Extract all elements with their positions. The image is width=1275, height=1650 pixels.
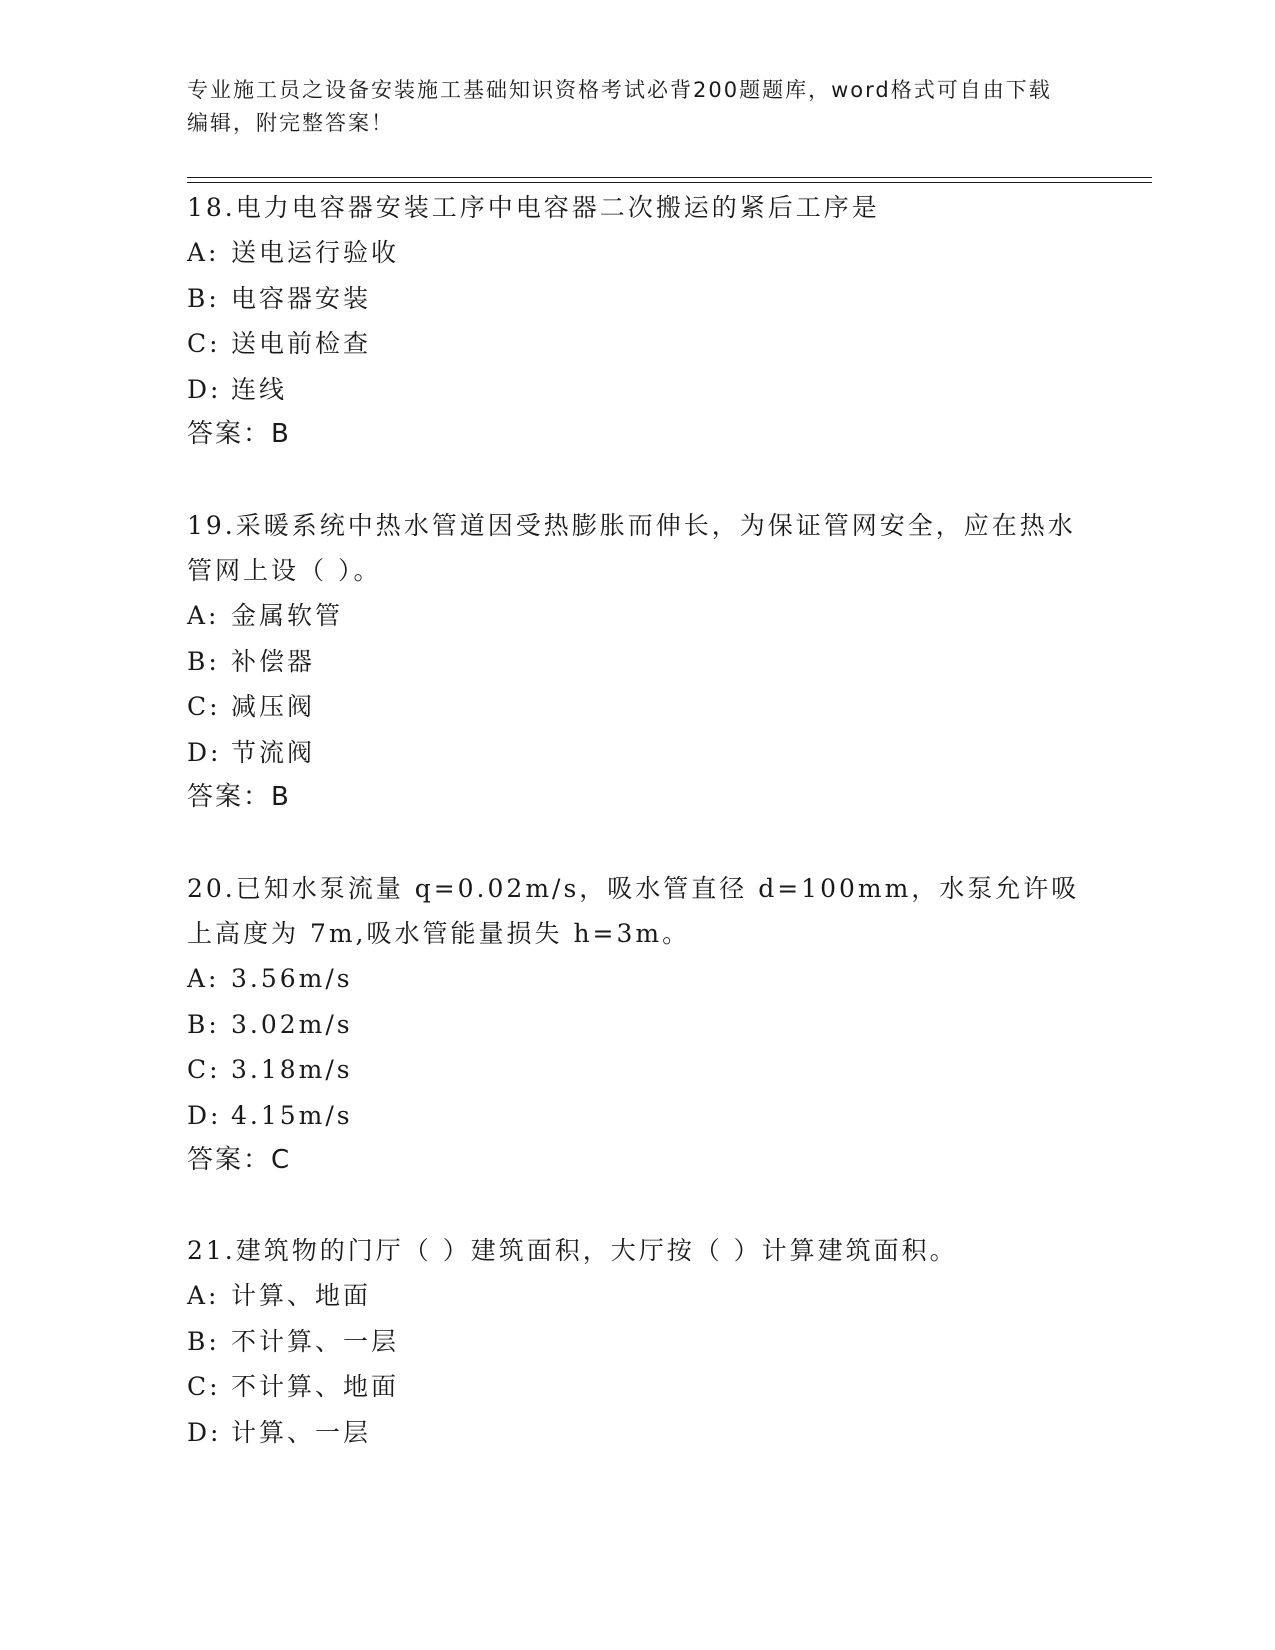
option-text: 计算、地面 bbox=[231, 1281, 372, 1310]
option-text: 送电前检查 bbox=[231, 329, 372, 358]
option-d bbox=[187, 1410, 1087, 1456]
option-text: 送电运行验收 bbox=[231, 238, 400, 267]
option-b bbox=[187, 276, 1087, 322]
option-letter: C: bbox=[187, 1372, 221, 1401]
option-letter: B: bbox=[187, 1326, 220, 1356]
option-c bbox=[187, 684, 1087, 730]
option-b bbox=[187, 639, 1087, 685]
option-letter: D: bbox=[187, 737, 222, 767]
option-a bbox=[187, 1273, 1087, 1319]
option-a bbox=[187, 230, 1087, 276]
option-letter: B: bbox=[187, 646, 220, 676]
option-c bbox=[187, 321, 1087, 367]
option-text: 减压阀 bbox=[231, 692, 316, 721]
option-c bbox=[187, 1364, 1087, 1410]
option-text: 4.15m/s bbox=[231, 1100, 353, 1130]
option-d bbox=[187, 367, 1087, 413]
answer-line: 答案：B bbox=[187, 419, 291, 449]
question-stem: 21.建筑物的门厅（ ）建筑面积，大厅按（ ）计算建筑面积。 bbox=[187, 1236, 958, 1265]
question-stem: 18.电力电容器安装工序中电容器二次搬运的紧后工序是 bbox=[187, 193, 880, 222]
document-header: 专业施工员之设备安装施工基础知识资格考试必背200题题库，word格式可自由下载编辑，附完整答案！ bbox=[187, 78, 1052, 135]
option-letter: A: bbox=[187, 238, 220, 267]
option-letter: D: bbox=[187, 374, 222, 404]
option-text: 金属软管 bbox=[231, 601, 344, 630]
option-d bbox=[187, 730, 1087, 776]
option-letter: C: bbox=[187, 692, 221, 721]
answer-line: 答案：B bbox=[187, 782, 291, 812]
question-block bbox=[187, 503, 1087, 820]
option-b bbox=[187, 1319, 1087, 1365]
option-c bbox=[187, 1047, 1087, 1093]
header-divider-top bbox=[187, 177, 1152, 178]
option-text: 不计算、一层 bbox=[231, 1326, 400, 1356]
option-b bbox=[187, 1002, 1087, 1048]
option-letter: A: bbox=[187, 601, 220, 630]
question-stem: 19.采暖系统中热水管道因受热膨胀而伸长，为保证管网安全，应在热水管网上设（ ）。 bbox=[187, 511, 1076, 585]
option-letter: B: bbox=[187, 283, 220, 313]
option-letter: D: bbox=[187, 1417, 222, 1447]
option-text: 计算、一层 bbox=[231, 1417, 372, 1447]
option-text: 3.02m/s bbox=[231, 1009, 353, 1039]
option-text: 补偿器 bbox=[231, 646, 316, 676]
question-block bbox=[187, 866, 1087, 1183]
option-text: 3.18m/s bbox=[231, 1055, 353, 1084]
option-text: 节流阀 bbox=[231, 737, 316, 767]
option-text: 电容器安装 bbox=[231, 283, 372, 313]
option-text: 连线 bbox=[231, 374, 288, 404]
option-d bbox=[187, 1093, 1087, 1139]
question-block bbox=[187, 1228, 1087, 1455]
answer-line: 答案：C bbox=[187, 1145, 292, 1175]
option-letter: A: bbox=[187, 1281, 220, 1310]
option-text: 3.56m/s bbox=[231, 964, 353, 993]
question-stem: 20.已知水泵流量 q=0.02m/s，吸水管直径 d=100mm，水泵允许吸上高度为 7m,吸水管能量损失 h=3m。 bbox=[187, 874, 1080, 948]
option-letter: B: bbox=[187, 1009, 220, 1039]
question-block bbox=[187, 185, 1087, 457]
option-text: 不计算、地面 bbox=[231, 1372, 400, 1401]
header-divider-bottom bbox=[187, 182, 1152, 183]
option-letter: D: bbox=[187, 1100, 222, 1130]
option-letter: C: bbox=[187, 329, 221, 358]
option-a bbox=[187, 956, 1087, 1002]
option-letter: A: bbox=[187, 964, 220, 993]
option-a bbox=[187, 593, 1087, 639]
option-letter: C: bbox=[187, 1055, 221, 1084]
